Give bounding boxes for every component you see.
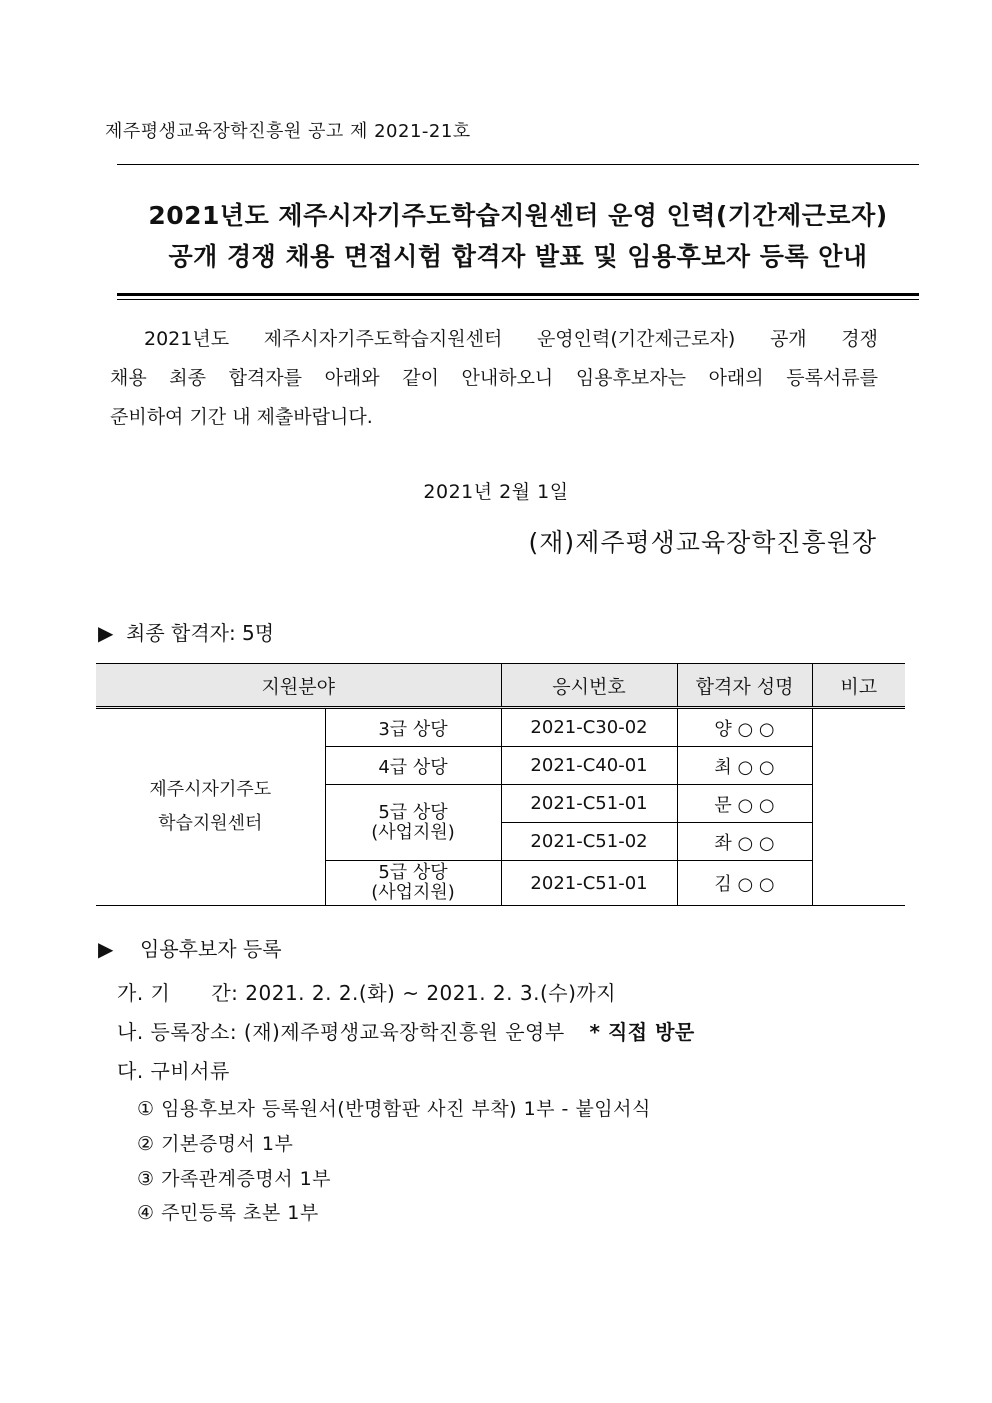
place-label: 나. 등록장소:: [117, 1020, 238, 1044]
section-registration-label: 임용후보자 등록: [140, 937, 282, 961]
exam-no-cell: 2021-C51-01: [501, 785, 677, 823]
triangle-bullet-icon: ▶: [98, 937, 114, 961]
section-registration: [98, 933, 282, 962]
header-exam-no: 응시번호: [501, 664, 677, 708]
name-cell: 좌 ○ ○: [677, 823, 812, 861]
header-field: 지원분야: [96, 664, 501, 708]
section-final-passers-label: 최종 합격자: 5명: [126, 621, 275, 645]
section-final-passers: [98, 617, 274, 646]
intro-line-2: 채용 최종 합격자를 아래와 같이 안내하오니 임용후보자는 아래의 등록서류를: [110, 367, 878, 389]
results-table: [96, 663, 905, 906]
table-row: [96, 708, 905, 747]
intro-paragraph: [110, 320, 878, 437]
title-line-2: 공개 경쟁 채용 면접시험 합격자 발표 및 임용후보자 등록 안내: [168, 242, 868, 271]
document-item: ① 임용후보자 등록원서(반명함판 사진 부착) 1부 - 붙임서식: [137, 1098, 651, 1120]
grade-line-1: 5급 상당: [378, 862, 448, 883]
grade-cell: 4급 상당: [325, 747, 501, 785]
grade-line-2: (사업지원): [371, 882, 455, 903]
center-line-1: 제주시자기주도: [149, 779, 272, 800]
registration-period: [117, 977, 616, 1006]
grade-cell: [325, 861, 501, 906]
title-rule: [117, 293, 919, 300]
header-note: 비고: [812, 664, 905, 708]
name-cell: 김 ○ ○: [677, 861, 812, 906]
registration-docs-label: 다. 구비서류: [117, 1059, 230, 1083]
center-line-2: 학습지원센터: [158, 813, 263, 834]
top-rule: [117, 164, 919, 165]
notice-number: 제주평생교육장학진흥원 공고 제 2021-21호: [105, 121, 471, 142]
issuer-name: (재)제주평생교육장학진흥원장: [528, 528, 877, 557]
grade-cell: [325, 785, 501, 861]
grade-cell: 3급 상당: [325, 708, 501, 747]
exam-no-cell: 2021-C30-02: [501, 708, 677, 747]
registration-place: [117, 1016, 695, 1045]
document-item: ④ 주민등록 초본 1부: [137, 1202, 319, 1224]
grade-line-2: (사업지원): [371, 821, 455, 843]
place-value: (재)제주평생교육장학진흥원 운영부: [243, 1020, 565, 1044]
title-line-1: 2021년도 제주시자기주도학습지원센터 운영 인력(기간제근로자): [148, 201, 888, 230]
triangle-bullet-icon: ▶: [98, 621, 114, 645]
period-label: 가. 기 간:: [117, 981, 239, 1005]
table-header-row: [96, 664, 905, 708]
intro-line-1: 2021년도 제주시자기주도학습지원센터 운영인력(기간제근로자) 공개 경쟁: [144, 328, 878, 350]
header-name: 합격자 성명: [677, 664, 812, 708]
name-cell: 양 ○ ○: [677, 708, 812, 747]
exam-no-cell: 2021-C51-02: [501, 823, 677, 861]
announcement-date: 2021년 2월 1일: [423, 481, 569, 503]
document-item: ② 기본증명서 1부: [137, 1133, 294, 1155]
center-cell: [96, 708, 325, 906]
note-cell: [812, 708, 905, 906]
exam-no-cell: 2021-C51-01: [501, 861, 677, 906]
intro-line-3: 준비하여 기간 내 제출바랍니다.: [110, 406, 373, 428]
document-item: ③ 가족관계증명서 1부: [137, 1168, 332, 1190]
name-cell: 문 ○ ○: [677, 785, 812, 823]
period-value: 2021. 2. 2.(화) ~ 2021. 2. 3.(수)까지: [245, 981, 617, 1005]
exam-no-cell: 2021-C40-01: [501, 747, 677, 785]
grade-line-1: 5급 상당: [378, 801, 448, 823]
place-note: * 직접 방문: [589, 1020, 695, 1044]
name-cell: 최 ○ ○: [677, 747, 812, 785]
